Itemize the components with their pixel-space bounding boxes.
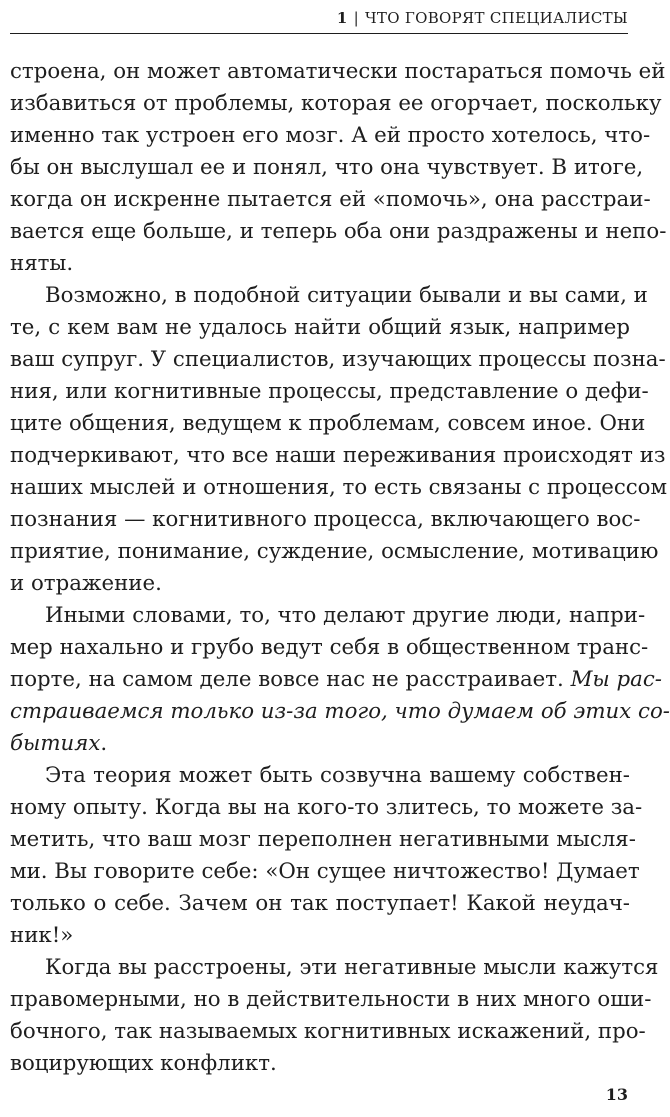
text-line	[10, 120, 651, 152]
line-text: познания — когнитивного процесса, включающего вос-	[10, 507, 641, 532]
text-line	[10, 408, 646, 440]
line-text: вается еще больше, и теперь оба они раздражены и непо-	[10, 219, 667, 244]
line-text: избавиться от проблемы, которая ее огорчает, поскольку	[10, 91, 662, 116]
line-text: только о себе. Зачем он так поступает! Какой неудач-	[10, 891, 630, 916]
line-text: приятие, понимание, суждение, осмысление, мотивацию	[10, 539, 659, 564]
text-line	[10, 280, 648, 312]
text-line	[10, 632, 649, 664]
text-line	[10, 952, 659, 984]
line-text: ваш супруг. У специалистов, изучающих процессы позна-	[10, 347, 666, 372]
header-separator: |	[353, 9, 360, 27]
running-header	[337, 9, 628, 27]
line-text: строена, он может автоматически постараться помочь ей	[10, 59, 666, 84]
line-text: бочного, так называемых когнитивных искажений, про-	[10, 1019, 646, 1044]
line-text: ми. Вы говорите себе: «Он сущее ничтожество! Думает	[10, 859, 640, 884]
text-line	[10, 376, 649, 408]
line-text: правомерными, но в действительности в них много оши-	[10, 987, 652, 1012]
text-line	[10, 344, 666, 376]
text-line	[10, 472, 668, 504]
italic-text: страиваемся только из-за того, что думаем об этих со-	[10, 699, 670, 724]
text-line	[10, 728, 630, 760]
text-line	[10, 536, 659, 568]
text-line	[10, 984, 652, 1016]
page-number: 13	[605, 1085, 628, 1104]
line-text: ния, или когнитивные процессы, представление о дефи-	[10, 379, 649, 404]
text-line	[10, 1048, 630, 1080]
text-line	[10, 56, 666, 88]
line-text: ному опыту. Когда вы на кого-то злитесь, то можете за-	[10, 795, 643, 820]
line-text: те, с кем вам не удалось найти общий язык, например	[10, 315, 630, 340]
line-text: ник!»	[10, 923, 74, 948]
line-text: именно так устроен его мозг. А ей просто хотелось, что-	[10, 123, 651, 148]
text-line	[10, 216, 667, 248]
body-text	[10, 56, 670, 1080]
line-text: бы он выслушал ее и понял, что она чувствует. В итоге,	[10, 155, 644, 180]
text-line	[10, 440, 666, 472]
text-line	[10, 856, 640, 888]
text-line	[10, 88, 662, 120]
text-line	[10, 920, 630, 952]
text-line	[10, 312, 630, 344]
text-line	[10, 248, 630, 280]
header-rule	[10, 33, 628, 34]
text-line	[10, 1016, 646, 1048]
line-text: Эта теория может быть созвучна вашему собствен-	[45, 763, 630, 788]
text-line	[10, 888, 630, 920]
chapter-number: 1	[336, 9, 348, 27]
text-line	[10, 792, 643, 824]
line-text: подчеркивают, что все наши переживания происходят из	[10, 443, 666, 468]
text-line	[10, 184, 651, 216]
line-text: порте, на самом деле вовсе нас не расстраивает.	[10, 667, 564, 692]
line-text: ците общения, ведущем к проблемам, совсем иное. Они	[10, 411, 646, 436]
line-tail: .	[100, 731, 108, 756]
line-text: Возможно, в подобной ситуации бывали и вы сами, и	[45, 283, 648, 308]
text-line	[10, 600, 646, 632]
text-line	[10, 760, 630, 792]
text-line	[10, 152, 644, 184]
line-text: мер нахально и грубо ведут себя в общественном транс-	[10, 635, 649, 660]
line-text: Иными словами, то, что делают другие люди, напри-	[45, 603, 646, 628]
text-line	[10, 824, 636, 856]
italic-text: Мы рас-	[570, 667, 662, 692]
line-text: метить, что ваш мозг переполнен негативными мысля-	[10, 827, 636, 852]
line-text: Когда вы расстроены, эти негативные мысли кажутся	[45, 955, 659, 980]
italic-text: бытиях	[10, 731, 101, 756]
chapter-title: ЧТО ГОВОРЯТ СПЕЦИАЛИСТЫ	[365, 9, 628, 27]
text-line	[10, 504, 641, 536]
line-text: и отражение.	[10, 571, 162, 596]
line-text: когда он искренне пытается ей «помочь», она расстраи-	[10, 187, 651, 212]
line-text: наших мыслей и отношения, то есть связаны с процессом	[10, 475, 668, 500]
text-line	[10, 696, 670, 728]
line-text: няты.	[10, 251, 74, 276]
text-line	[10, 664, 662, 696]
line-text: воцирующих конфликт.	[10, 1051, 277, 1076]
text-line	[10, 568, 630, 600]
